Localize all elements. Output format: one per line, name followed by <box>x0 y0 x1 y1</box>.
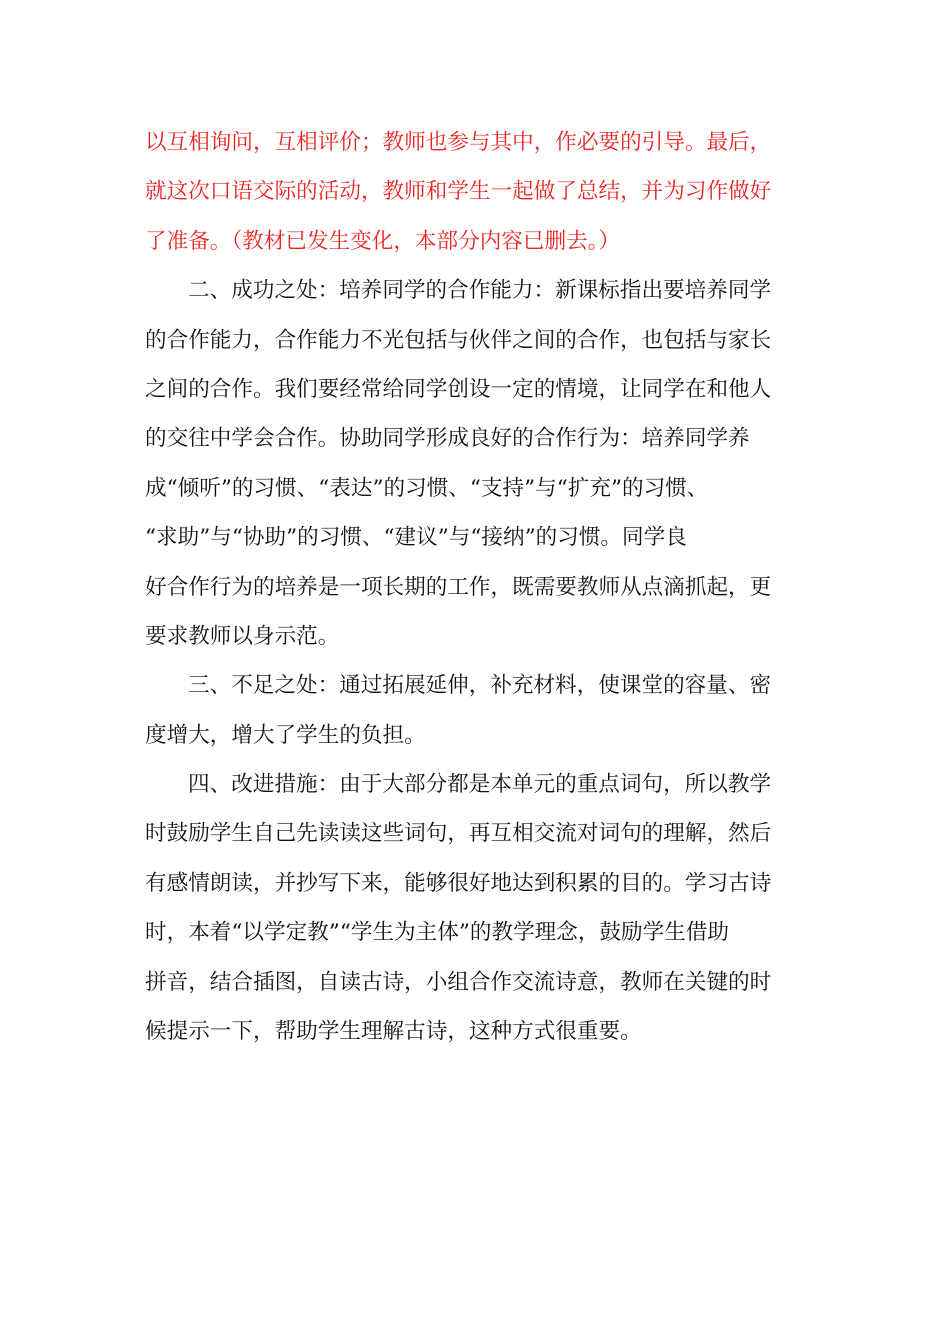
text-line: 候提示一下，帮助学生理解古诗，这种方式很重要。 <box>145 1019 642 1045</box>
paragraph-shortcomings <box>145 661 805 760</box>
text-line: 时，本着“以学定教”“学生为主体”的教学理念，鼓励学生借助 <box>145 920 730 946</box>
text-line: 拼音，结合插图，自读古诗，小组合作交流诗意，教师在关键的时 <box>145 969 772 995</box>
text-line: 的合作能力，合作能力不光包括与伙伴之间的合作，也包括与家长 <box>145 327 772 353</box>
text-line: 要求教师以身示范。 <box>145 623 340 649</box>
text-line: 成“倾听”的习惯、“表达”的习惯、“支持”与“扩充”的习惯、 <box>145 475 709 501</box>
paragraph-success <box>145 266 805 661</box>
text-line: 以互相询问，互相评价；教师也参与其中，作必要的引导。最后， <box>145 130 772 155</box>
paragraph-continuation-red <box>145 118 805 266</box>
text-line: 有感情朗读，并抄写下来，能够很好地达到积累的目的。学习古诗 <box>145 870 772 896</box>
document-body <box>145 118 805 1056</box>
text-line: 了准备。（教材已发生变化，本部分内容已删去。） <box>145 228 621 254</box>
text-line: 四、改进措施：由于大部分都是本单元的重点词句，所以教学 <box>188 772 772 798</box>
text-line: “求助”与“协助”的习惯、“建议”与“接纳”的习惯。同学良 <box>145 525 687 551</box>
text-line: 度增大，增大了学生的负担。 <box>145 722 426 748</box>
text-line: 时鼓励学生自己先读读这些词句，再互相交流对词句的理解，然后 <box>145 821 772 847</box>
text-line: 好合作行为的培养是一项长期的工作，既需要教师从点滴抓起，更 <box>145 574 772 600</box>
text-line: 之间的合作。我们要经常给同学创设一定的情境，让同学在和他人 <box>145 376 772 402</box>
text-line: 二、成功之处：培养同学的合作能力：新课标指出要培养同学 <box>188 278 772 304</box>
text-line: 三、不足之处：通过拓展延伸，补充材料，使课堂的容量、密 <box>188 673 772 699</box>
text-line: 就这次口语交际的活动，教师和学生一起做了总结，并为习作做好 <box>145 179 772 205</box>
text-line: 的交往中学会合作。协助同学形成良好的合作行为：培养同学养 <box>145 426 750 452</box>
paragraph-improvements <box>145 760 805 1056</box>
